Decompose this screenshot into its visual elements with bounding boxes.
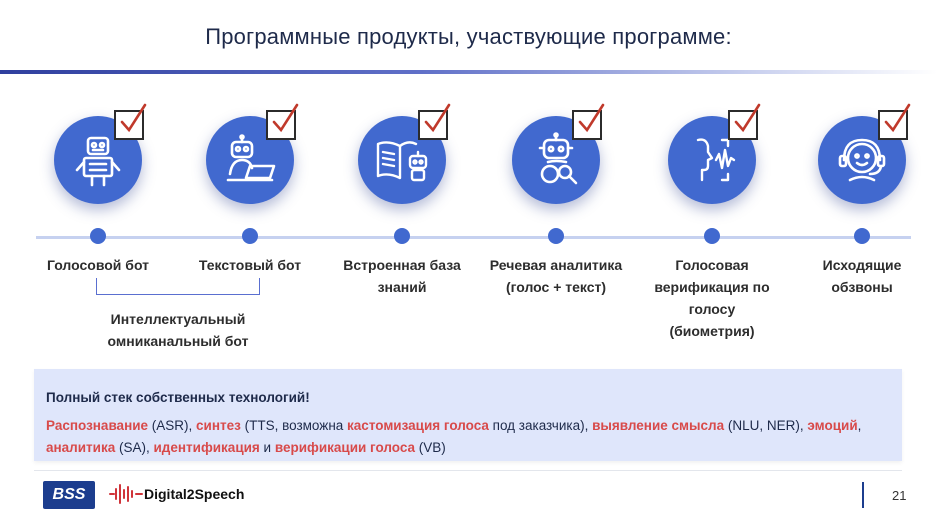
stack-part: и bbox=[259, 440, 275, 455]
product-label: Встроенная база знаний bbox=[343, 257, 461, 295]
stack-part: верификации голоса bbox=[274, 440, 416, 455]
timeline-dot bbox=[394, 228, 410, 244]
footer-separator bbox=[862, 482, 864, 508]
checkbox-checked-icon bbox=[572, 110, 602, 140]
product-label: Голосовая верификация по голосу (биометрия) bbox=[654, 257, 770, 339]
omnichannel-label: Интеллектуальный омниканальный бот bbox=[107, 311, 249, 349]
bss-logo: BSS bbox=[43, 481, 95, 509]
stack-part: аналитика bbox=[46, 440, 116, 455]
stack-description bbox=[46, 415, 892, 459]
product-outbound-calls bbox=[780, 100, 937, 340]
stack-part: эмоций bbox=[807, 418, 858, 433]
omnichannel-bracket bbox=[96, 278, 260, 295]
stack-part: Распознавание bbox=[46, 418, 149, 433]
checkbox-checked-icon bbox=[114, 110, 144, 140]
stack-part: (TTS, возможна bbox=[240, 418, 348, 433]
stack-part: кастомизация голоса bbox=[347, 418, 489, 433]
stack-part: выявление смысла bbox=[592, 418, 725, 433]
stack-part: идентификация bbox=[153, 440, 260, 455]
checkbox-checked-icon bbox=[418, 110, 448, 140]
timeline-dot bbox=[854, 228, 870, 244]
title-divider bbox=[0, 70, 937, 74]
timeline-dot bbox=[90, 228, 106, 244]
stack-part: под заказчика), bbox=[488, 418, 593, 433]
timeline-dot bbox=[242, 228, 258, 244]
stack-part: (NLU, NER), bbox=[724, 418, 808, 433]
checkbox-checked-icon bbox=[878, 110, 908, 140]
product-label: Голосовой бот bbox=[46, 257, 150, 273]
soundwave-logo-icon bbox=[108, 483, 144, 505]
stack-part: (ASR), bbox=[148, 418, 197, 433]
footer-divider bbox=[34, 470, 902, 471]
stack-title: Полный стек собственных технологий! bbox=[46, 390, 310, 405]
stack-part: синтез bbox=[196, 418, 241, 433]
stack-part: , bbox=[857, 418, 862, 433]
technology-stack-panel bbox=[34, 369, 902, 461]
product-label: Речевая аналитика (голос + текст) bbox=[489, 257, 623, 295]
product-speech-analytics bbox=[474, 100, 634, 340]
page-number: 21 bbox=[892, 488, 907, 503]
checkbox-checked-icon bbox=[728, 110, 758, 140]
product-label: Исходящие обзвоны bbox=[822, 257, 902, 295]
product-label: Текстовый бот bbox=[198, 257, 302, 273]
timeline-dot bbox=[548, 228, 564, 244]
stack-part: (VB) bbox=[415, 440, 446, 455]
product-text-bot bbox=[168, 100, 328, 340]
timeline-dot bbox=[704, 228, 720, 244]
product-voice-verification bbox=[630, 100, 790, 340]
digital2speech-logo: Digital2Speech bbox=[144, 486, 245, 502]
product-voice-bot bbox=[16, 100, 176, 340]
slide-title: Программные продукты, участвующие программе: bbox=[205, 24, 732, 49]
stack-part: (SA), bbox=[115, 440, 154, 455]
checkbox-checked-icon bbox=[266, 110, 296, 140]
product-knowledge-base bbox=[320, 100, 480, 340]
